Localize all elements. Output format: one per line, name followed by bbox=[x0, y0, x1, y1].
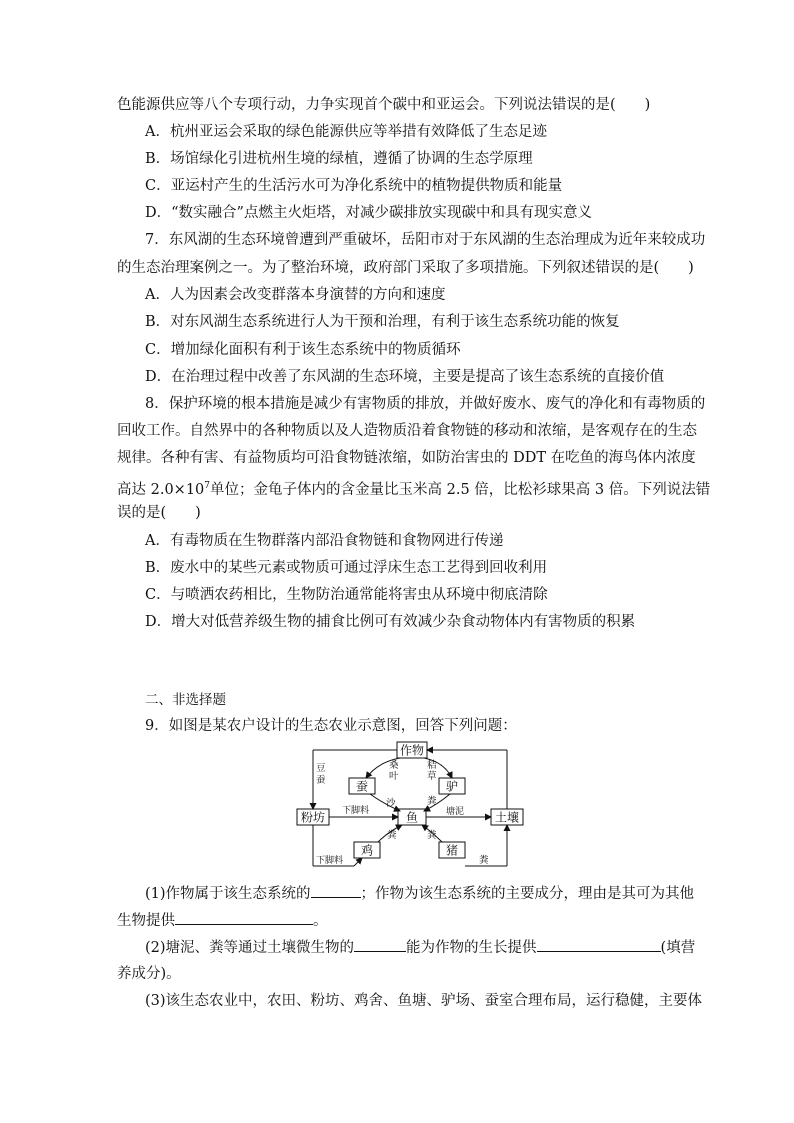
node-mill: 粉坊 bbox=[300, 810, 326, 825]
q9-sub2-text-a: (2)塘泥、粪等通过土壤微生物的 bbox=[145, 940, 355, 956]
q7-option-c: C．增加绿化面积有利于该生态系统中的物质循环 bbox=[145, 342, 461, 358]
q8-option-a: A．有毒物质在生物群落内部沿食物链和食物网进行传递 bbox=[145, 533, 504, 549]
q9-sub3-line1: (3)该生态农业中，农田、粉坊、鸡舍、鱼塘、驴场、蚕室合理布局，运行稳健，主要体 bbox=[145, 993, 703, 1009]
q6-option-b: B．场馆绿化引进杭州生境的绿植，遵循了协调的生态学原理 bbox=[145, 151, 533, 167]
answer-blank-3[interactable] bbox=[354, 937, 406, 952]
label-dung-soil: 粪 bbox=[479, 855, 489, 866]
answer-blank-4[interactable] bbox=[537, 937, 661, 952]
section-title: 二、非选择题 bbox=[145, 692, 226, 708]
node-silkworm: 蚕 bbox=[355, 779, 369, 794]
q9-sub1-text-c: 生物提供 bbox=[117, 913, 175, 929]
q8-value-suffix: 单位；金龟子体内的含金量比玉米高 2.5 倍，比松衫球果高 3 倍。下列说法错 bbox=[210, 481, 711, 498]
q6-option-a: A．杭州亚运会采取的绿色能源供应等举措有效降低了生态足迹 bbox=[145, 124, 547, 140]
q8-option-d: D．增大对低营养级生物的捕食比例可有效减少杂食动物体内有害物质的积累 bbox=[145, 614, 636, 630]
q9-stem: 9．如图是某农户设计的生态农业示意图，回答下列问题： bbox=[145, 718, 517, 734]
node-donkey: 驴 bbox=[445, 779, 459, 794]
q6-option-d: D．“数实融合”点燃主火炬塔，对减少碳排放实现碳中和具有现实意义 bbox=[145, 205, 592, 221]
label-byproduct-1: 下脚料 bbox=[342, 806, 370, 816]
q6-option-c: C．亚运村产生的生活污水可为净化系统中的植物提供物质和能量 bbox=[145, 178, 563, 194]
q8-option-b: B．废水中的某些元素或物质可通过浮床生态工艺得到回收利用 bbox=[145, 560, 548, 576]
q7-option-b: B．对东风湖生态系统进行人为干预和治理，有利于该生态系统功能的恢复 bbox=[145, 314, 620, 330]
node-chicken: 鸡 bbox=[360, 843, 374, 858]
eco-farm-diagram bbox=[290, 738, 530, 874]
q9-sub2-text-c: (填营 bbox=[660, 940, 696, 956]
q9-sub1-text-b: ；作物为该生态系统的主要成分，理由是其可为其他 bbox=[360, 886, 695, 902]
label-dung-pig: 粪 bbox=[427, 830, 437, 841]
q9-sub2-text-b: 能为作物的生长提供 bbox=[406, 940, 537, 956]
q9-sub2-line1 bbox=[145, 937, 695, 958]
label-cocoon: 蚕 bbox=[316, 775, 326, 786]
label-straw1: 秸 bbox=[427, 760, 437, 771]
node-crop: 作物 bbox=[399, 743, 425, 758]
q9-sub1-line2 bbox=[117, 910, 328, 931]
q9-sub1-text-a: (1)作物属于该生态系统的 bbox=[145, 886, 311, 902]
label-dung-donkey: 粪 bbox=[427, 796, 437, 807]
label-byproduct-2: 下脚料 bbox=[316, 856, 344, 866]
label-dung-chicken: 粪 bbox=[387, 830, 397, 841]
node-pig: 猪 bbox=[445, 843, 459, 858]
q8-stem-line4 bbox=[117, 476, 710, 500]
q6-stem-continuation: 色能源供应等八个专项行动，力争实现首个碳中和亚运会。下列说法错误的是( ) bbox=[117, 97, 651, 113]
label-mulberry1: 桑 bbox=[389, 760, 399, 771]
q8-option-c: C．与喷洒农药相比，生物防治通常能将害虫从环境中彻底清除 bbox=[145, 587, 548, 603]
q7-stem-line2: 的生态治理案例之一。为了整治环境，政府部门采取了多项措施。下列叙述错误的是( ) bbox=[117, 260, 694, 276]
label-sand: 沙 bbox=[386, 798, 396, 809]
q8-stem-line3: 规律。各种有害、有益物质均可沿食物链浓缩，如防治害虫的 DDT 在吃鱼的海鸟体内浓度 bbox=[117, 450, 696, 466]
q8-value-prefix: 高达 2.0×10 bbox=[117, 481, 205, 498]
label-straw2: 草 bbox=[427, 771, 437, 782]
q7-option-a: A．人为因素会改变群落本身演替的方向和速度 bbox=[145, 287, 446, 303]
label-bean: 豆 bbox=[316, 763, 326, 774]
label-mulberry2: 叶 bbox=[389, 771, 399, 782]
q8-stem-line2: 回收工作。自然界中的各种物质以及人造物质沿着食物链的移动和浓缩，是客观存在的生态 bbox=[117, 423, 697, 439]
label-pond-mud: 塘泥 bbox=[446, 807, 465, 817]
q9-sub1-text-d: 。 bbox=[313, 913, 328, 929]
answer-blank-1[interactable] bbox=[311, 883, 361, 898]
q7-stem-line1: 7．东风湖的生态环境曾遭到严重破坏，岳阳市对于东风湖的生态治理成为近年来较成功 bbox=[145, 232, 706, 248]
q9-sub2-line2: 养成分)。 bbox=[117, 966, 181, 982]
q8-stem-line5: 误的是( ) bbox=[117, 505, 201, 521]
q8-exponent: 7 bbox=[204, 481, 211, 491]
q8-stem-line1: 8．保护环境的根本措施是减少有害物质的排放，并做好废水、废气的净化和有毒物质的 bbox=[145, 396, 706, 412]
q9-sub1-line1 bbox=[145, 883, 694, 904]
answer-blank-2[interactable] bbox=[175, 910, 313, 925]
node-fish: 鱼 bbox=[405, 810, 419, 825]
node-soil: 土壤 bbox=[494, 810, 520, 825]
q7-option-d: D．在治理过程中改善了东风湖的生态环境，主要是提高了该生态系统的直接价值 bbox=[145, 369, 665, 385]
